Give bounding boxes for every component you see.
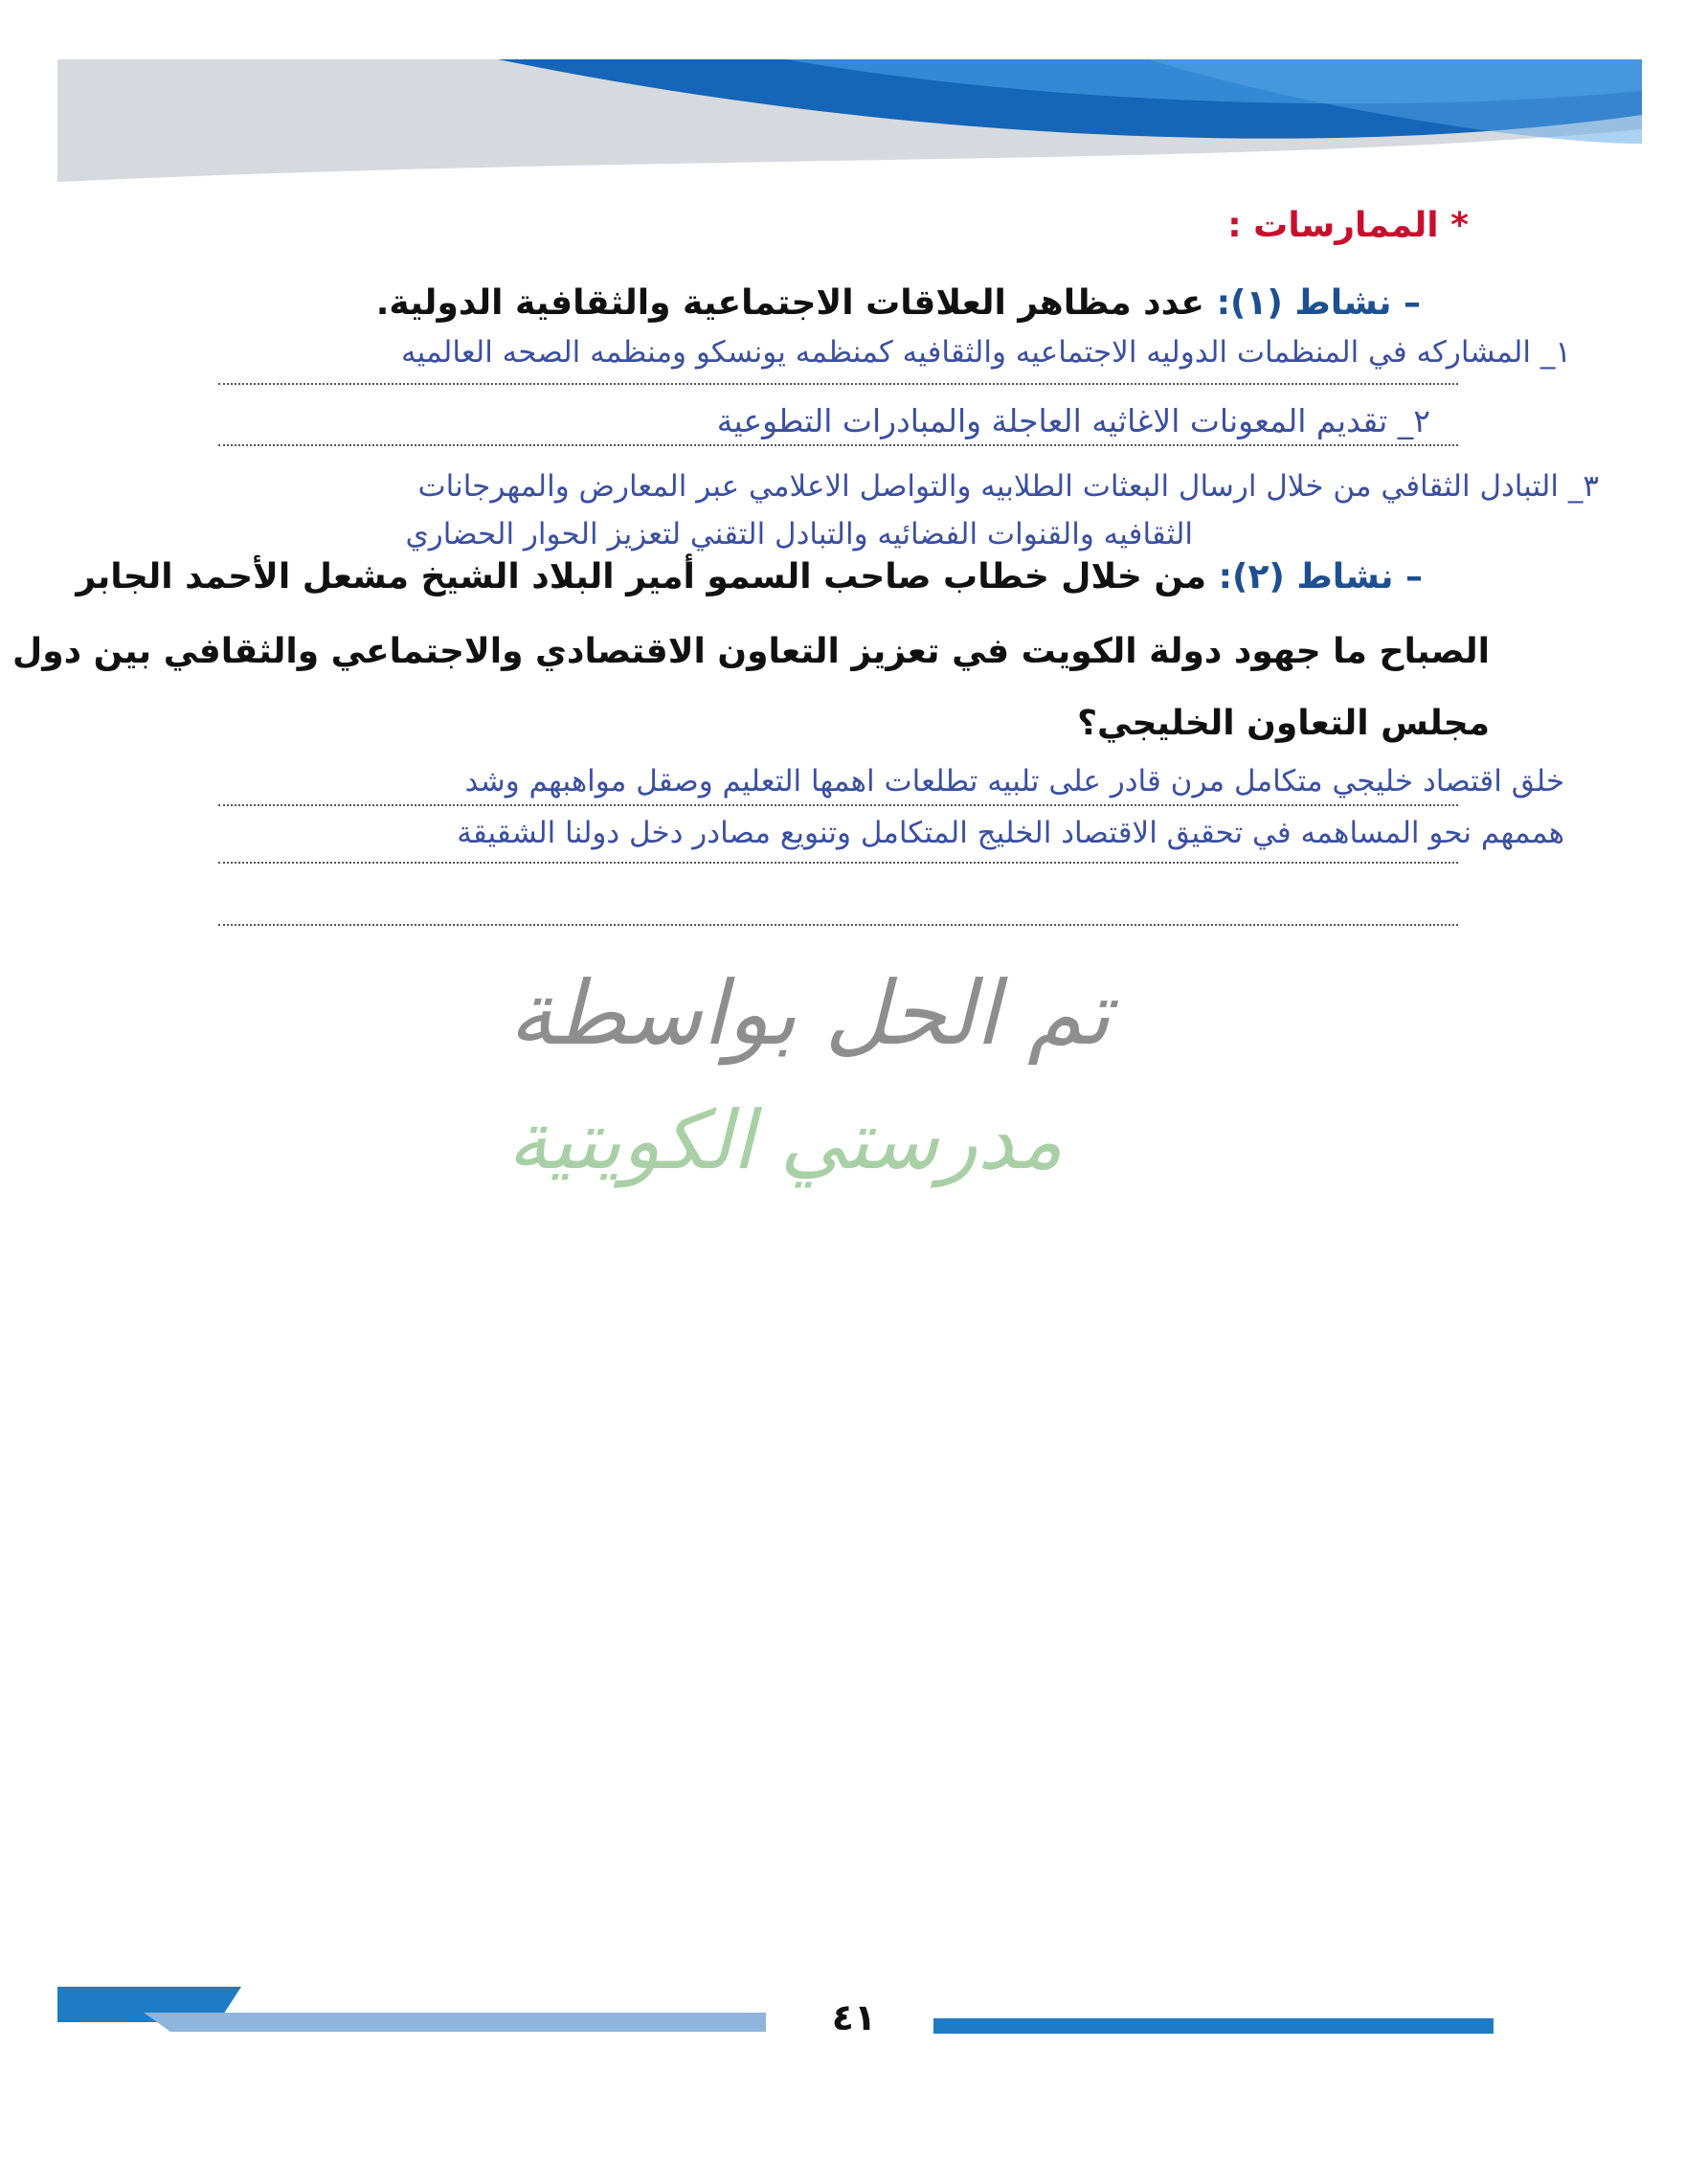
watermark-line2: مدرستي الكويتية — [507, 1093, 1063, 1187]
watermark-stamp — [498, 938, 1187, 1235]
section-heading: * الممارسات : — [1227, 206, 1469, 245]
activity2-answer-line: خلق اقتصاد خليجي متكامل مرن قادر على تلبيه تطلعات اهمها التعليم وصقل مواهبهم وشد — [464, 764, 1564, 799]
watermark-line1: تم الحل بواسطة — [508, 962, 1111, 1065]
activity1-answer-line: الثقافيه والقنوات الفضائيه والتبادل التقني لتعزيز الحوار الحضاري — [405, 517, 1193, 552]
activity1-label: – نشاط (١): — [1216, 283, 1421, 323]
activity1-answer-line: ١_ المشاركه في المنظمات الدوليه الاجتماعيه والثقافيه كمنظمه يونسكو ومنظمه الصحه العالميه — [401, 335, 1571, 370]
answer-dotted-line — [218, 862, 1458, 864]
header-wave-banner — [0, 0, 1708, 230]
answer-dotted-line — [218, 804, 1458, 806]
activity2-question-line — [76, 557, 1423, 597]
page-number: ٤١ — [831, 1996, 877, 2038]
activity2-question-line: الصباح ما جهود دولة الكويت في تعزيز التعاون الاقتصادي والاجتماعي والثقافي بين دول — [11, 632, 1490, 671]
activity1-question — [376, 283, 1421, 323]
activity1-answer-line: ٣_ التبادل الثقافي من خلال ارسال البعثات الطلابيه والتواصل الاعلامي عبر المعارض والمهرجانات — [417, 469, 1599, 504]
answer-dotted-line — [218, 383, 1458, 385]
activity2-answer-line: هممهم نحو المساهمه في تحقيق الاقتصاد الخليج المتكامل وتنويع مصادر دخل دولنا الشقيقة — [457, 816, 1564, 850]
answer-dotted-line — [218, 924, 1458, 926]
activity1-answer-line: ٢_ تقديم المعونات الاغاثيه العاجلة والمبادرات التطوعية — [716, 402, 1430, 439]
activity2-prompt: من خلال خطاب صاحب السمو أمير البلاد الشيخ مشعل الأحمد الجابر — [76, 557, 1207, 597]
activity2-label: – نشاط (٢): — [1218, 557, 1423, 597]
activity1-prompt: عدد مظاهر العلاقات الاجتماعية والثقافية الدولية. — [375, 283, 1205, 323]
activity2-question-line: مجلس التعاون الخليجي؟ — [1077, 704, 1490, 743]
answer-dotted-line — [218, 444, 1458, 446]
